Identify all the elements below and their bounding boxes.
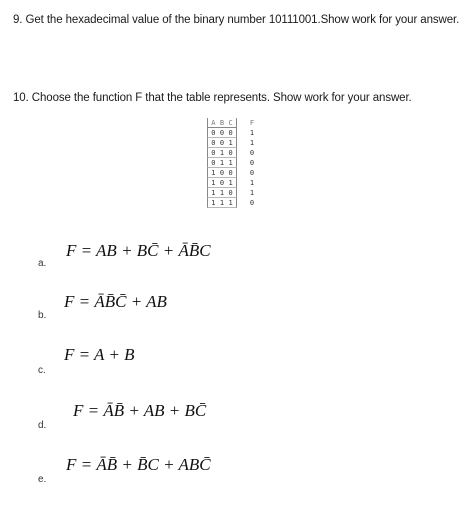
option-d-formula: F = ĀB̄ + AB + BC̄: [73, 401, 207, 420]
option-d-letter: d.: [38, 420, 47, 431]
table-row: [207, 188, 267, 198]
cell-b: 0: [219, 139, 225, 147]
cell-a: 0: [211, 149, 216, 157]
cell-b: 0: [219, 179, 225, 187]
cell-b: 1: [219, 159, 225, 167]
cell-b: 0: [219, 129, 225, 137]
option-a-formula: F = AB + BC̄ + ĀB̄C: [66, 241, 211, 260]
cell-c: 0: [228, 189, 233, 197]
cell-b: 1: [219, 149, 225, 157]
header-a: A: [211, 119, 216, 127]
table-row: [207, 148, 267, 158]
header-c: C: [228, 119, 233, 127]
cell-a: 0: [211, 159, 216, 167]
cell-f: 0: [249, 169, 255, 177]
header-f: F: [249, 119, 255, 127]
cell-f: 1: [249, 189, 255, 197]
truth-table: [207, 118, 267, 208]
cell-a: 1: [211, 189, 216, 197]
cell-c: 0: [228, 129, 233, 137]
table-row: [207, 198, 267, 208]
cell-c: 0: [228, 149, 233, 157]
table-row: [207, 178, 267, 188]
cell-c: 1: [228, 139, 233, 147]
cell-f: 0: [249, 199, 255, 207]
cell-c: 1: [228, 199, 233, 207]
option-b-formula: F = ĀB̄C̄ + AB: [64, 292, 167, 311]
option-a-letter: a.: [38, 258, 47, 269]
table-row: [207, 158, 267, 168]
cell-f: 1: [249, 129, 255, 137]
question-10-prompt: 10. Choose the function F that the table represents. Show work for your answer.: [13, 92, 412, 104]
option-e-letter: e.: [38, 474, 47, 485]
option-c-formula: F = A + B: [64, 345, 135, 364]
cell-c: 0: [228, 169, 233, 177]
header-b: B: [219, 119, 225, 127]
option-e-formula: F = ĀB̄ + B̄C + ABC̄: [66, 455, 211, 474]
option-b-letter: b.: [38, 310, 47, 321]
cell-a: 1: [211, 169, 216, 177]
cell-b: 1: [219, 199, 225, 207]
cell-a: 1: [211, 179, 216, 187]
cell-a: 0: [211, 129, 216, 137]
cell-b: 0: [219, 169, 225, 177]
cell-f: 0: [249, 159, 255, 167]
truth-table-header: [207, 118, 267, 128]
table-row: [207, 138, 267, 148]
table-row: [207, 168, 267, 178]
cell-c: 1: [228, 179, 233, 187]
cell-c: 1: [228, 159, 233, 167]
cell-b: 1: [219, 189, 225, 197]
cell-a: 1: [211, 199, 216, 207]
cell-f: 0: [249, 149, 255, 157]
question-9-prompt: 9. Get the hexadecimal value of the binary number 10111001.Show work for your answer.: [13, 14, 460, 26]
option-c-letter: c.: [38, 365, 46, 376]
cell-a: 0: [211, 139, 216, 147]
cell-f: 1: [249, 139, 255, 147]
cell-f: 1: [249, 179, 255, 187]
table-row: [207, 128, 267, 138]
